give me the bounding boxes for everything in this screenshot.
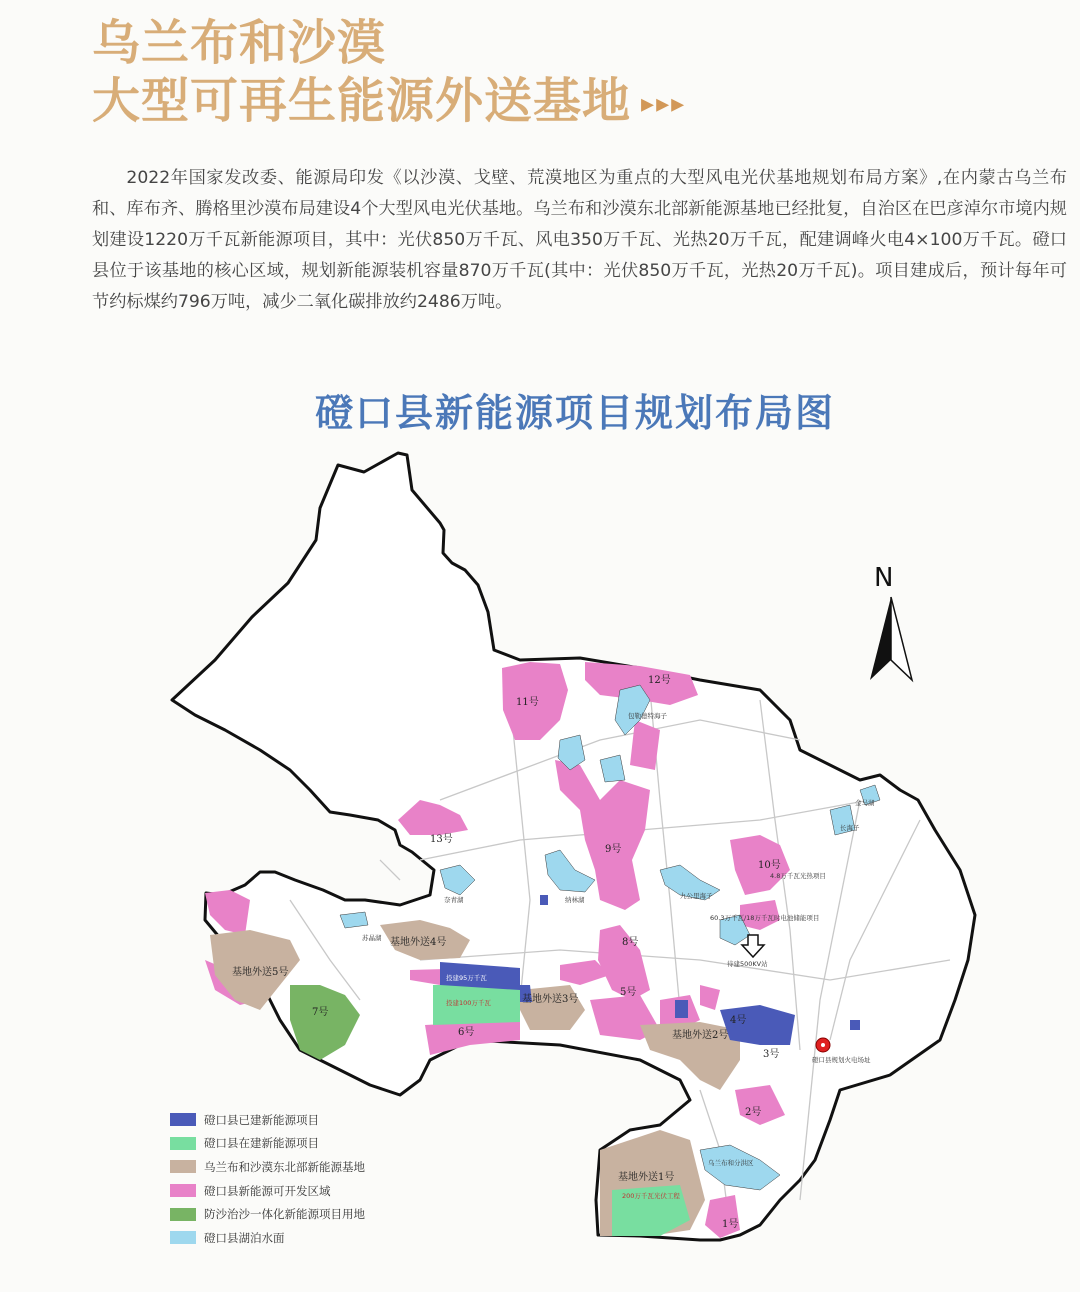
label-1: 1号 xyxy=(722,1219,739,1230)
arrows-icon: ▸▸▸ xyxy=(641,89,687,119)
label-13: 13号 xyxy=(430,834,453,845)
legend-swatch-under-construction xyxy=(170,1137,196,1150)
label-substation: 待建500KV站 xyxy=(727,960,768,968)
headline-line2-text: 大型可再生能源外送基地 xyxy=(92,73,632,129)
label-base2: 基地外送2号 xyxy=(672,1030,729,1041)
north-arrow-icon xyxy=(870,597,912,680)
label-jiugonghaizi: 九公里海子 xyxy=(680,892,713,900)
label-base3: 基地外送3号 xyxy=(522,994,579,1005)
legend-item-under-construction xyxy=(170,1132,365,1156)
label-wulanbuhe: 乌兰布和分洪区 xyxy=(708,1159,754,1167)
legend-item-built xyxy=(170,1108,365,1132)
label-p-built: 投建95万千瓦 xyxy=(446,974,487,982)
legend-label: 磴口县湖泊水面 xyxy=(204,1230,285,1245)
legend-item-sand-control xyxy=(170,1202,365,1226)
legend-swatch-developable xyxy=(170,1184,196,1197)
label-4: 4号 xyxy=(730,1015,747,1026)
label-11: 11号 xyxy=(516,697,539,708)
legend-label: 防沙治沙一体化新能源项目用地 xyxy=(204,1207,365,1222)
intro-paragraph: 2022年国家发改委、能源局印发《以沙漠、戈壁、荒漠地区为重点的大型风电光伏基地规划布局方案》,在内蒙古乌兰布和、库布齐、腾格里沙漠布局建设4个大型风电光伏基地。乌兰布和沙漠东北部新能源基地已经批复，自治区在巴彦淖尔市境内规划建设1220万千瓦新能源项目，其中：光伏850万千瓦、风电350万千瓦、光热20万千瓦，配建调峰火电4×100万千瓦。磴口县位于该基地的核心区域，规划新能源装机容量870万千瓦(其中：光伏850万千瓦，光热20万千瓦)。项目建成后，预计每年可节约标煤约796万吨，减少二氧化碳排放约2486万吨。 xyxy=(92,168,1067,313)
label-base4: 基地外送4号 xyxy=(390,937,447,948)
legend-label: 磴口县已建新能源项目 xyxy=(204,1112,319,1127)
label-jinmahu: 金马湖 xyxy=(855,799,875,807)
label-p-ucon: 投建100万千瓦 xyxy=(446,999,491,1007)
label-station: 磴口县规划火电场址 xyxy=(812,1056,871,1064)
label-3: 3号 xyxy=(763,1049,780,1060)
map-title: 磴口县新能源项目规划布局图 xyxy=(314,391,835,435)
label-p-base1: 200万千瓦光伏工程 xyxy=(622,1192,680,1200)
map-legend xyxy=(170,1108,365,1250)
headline-line2 xyxy=(92,72,686,133)
headline-line1: 乌兰布和沙漠 xyxy=(92,15,387,71)
legend-swatch-built xyxy=(170,1113,196,1126)
legend-item-developable xyxy=(170,1179,365,1203)
legend-swatch-sand-control xyxy=(170,1208,196,1221)
label-7: 7号 xyxy=(312,1007,329,1018)
label-laoqinghu: 奈青湖 xyxy=(444,896,464,904)
label-najinhu: 纳林湖 xyxy=(565,896,585,904)
label-2: 2号 xyxy=(745,1107,762,1118)
label-10: 10号 xyxy=(758,860,781,871)
label-5: 5号 xyxy=(620,987,637,998)
power-station-marker xyxy=(816,1038,830,1052)
legend-label: 磴口县新能源可开发区域 xyxy=(204,1183,331,1198)
legend-label: 乌兰布和沙漠东北部新能源基地 xyxy=(204,1159,365,1174)
north-label: N xyxy=(874,563,894,593)
label-p10: 4.8万千瓦光热项目 xyxy=(770,872,826,880)
label-12: 12号 xyxy=(648,675,671,686)
legend-item-base xyxy=(170,1155,365,1179)
county-map xyxy=(0,430,1080,1260)
label-dongjihu: 苏晶湖 xyxy=(362,934,382,942)
label-6: 6号 xyxy=(458,1027,475,1038)
headline xyxy=(92,14,686,133)
label-9: 9号 xyxy=(605,844,622,855)
label-p-mid: 60.3万千瓦/18万千瓦时电池储能项目 xyxy=(710,914,820,922)
label-changhaizi: 长海子 xyxy=(840,824,860,832)
label-base5: 基地外送5号 xyxy=(232,967,289,978)
legend-swatch-base xyxy=(170,1160,196,1173)
legend-item-lake xyxy=(170,1226,365,1250)
legend-label: 磴口县在建新能源项目 xyxy=(204,1136,319,1151)
legend-swatch-lake xyxy=(170,1231,196,1244)
label-lake1: 包勒德特海子 xyxy=(628,712,667,720)
label-8: 8号 xyxy=(622,937,639,948)
label-base1: 基地外送1号 xyxy=(618,1172,675,1183)
